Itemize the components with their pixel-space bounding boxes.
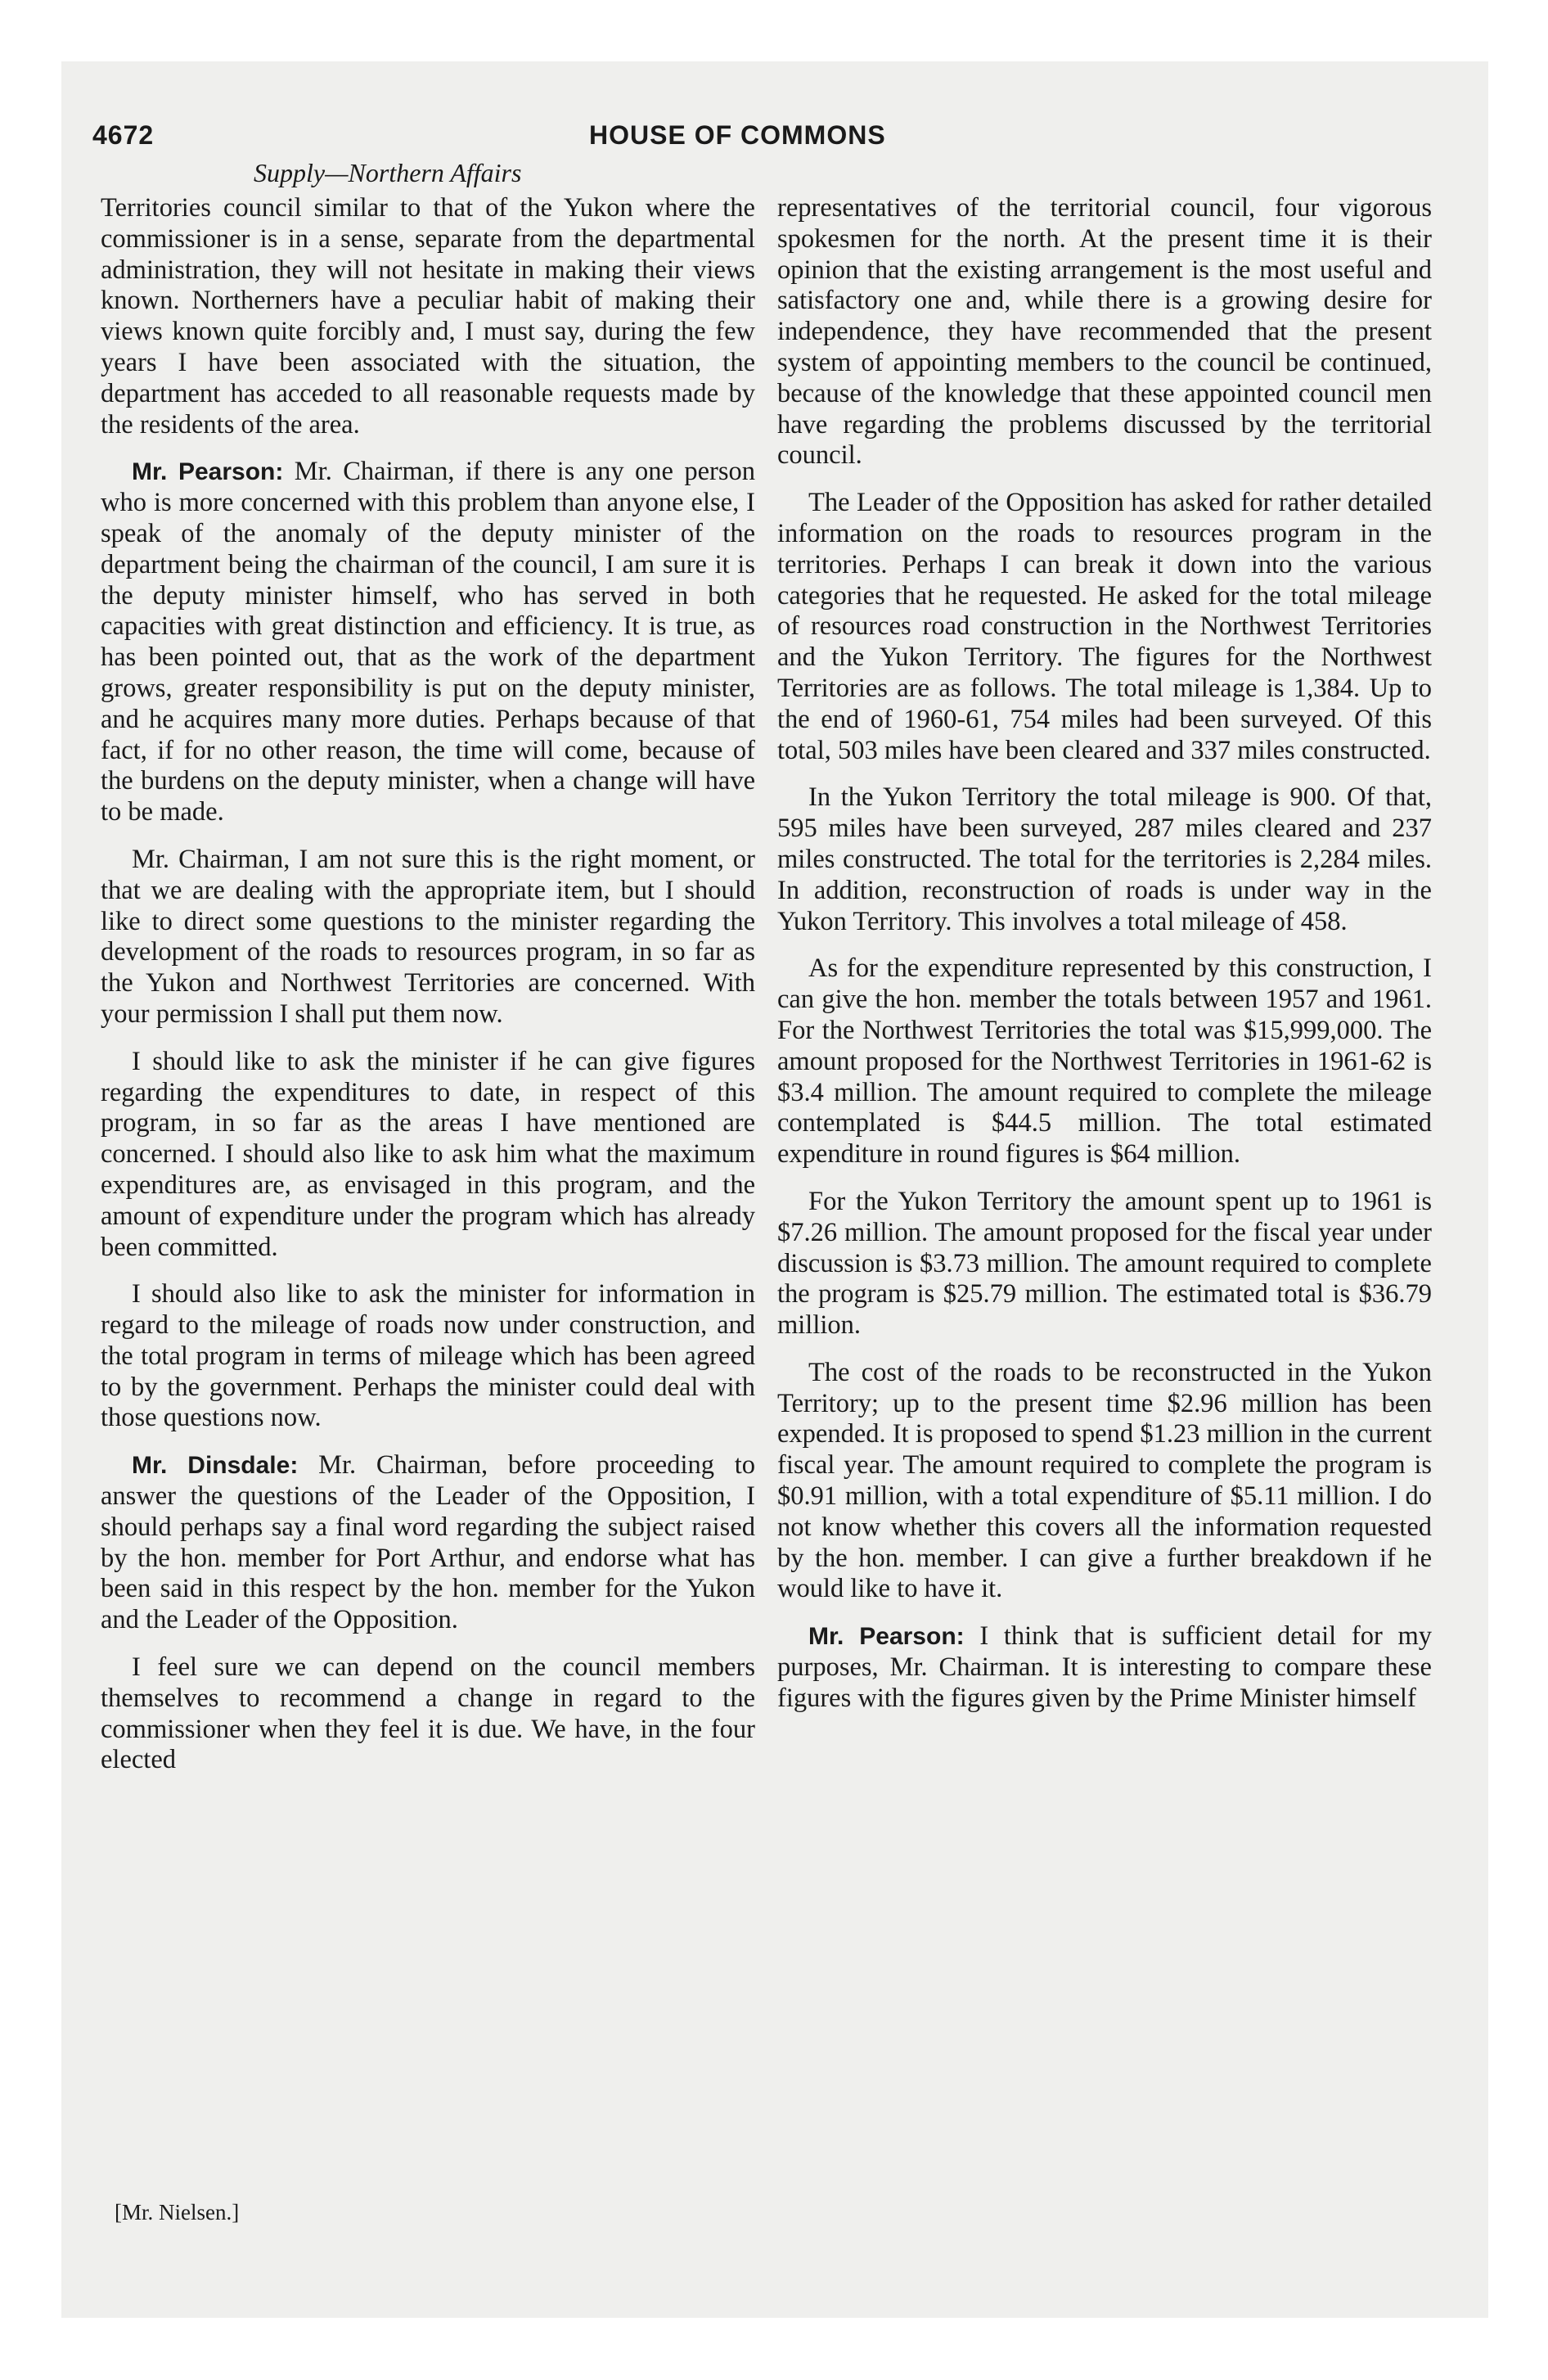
paragraph-text: Mr. Chairman, if there is any one person who is more concerned with this problem than anyone else, I speak of the anomaly of the deputy minister of the department being the chairman of the council, I am sure it is the deputy minister himself, who has served in both capacities with great distinction and efficiency. It is true, as has been pointed out, that as the work of the department grows, greater responsibility is put on the deputy minister, and he acquires many more duties. Perhaps because of that fact, if for no other reason, the time will come, because of the burdens on the deputy minister, when a change will have to be made.: [101, 457, 755, 827]
paragraph-text: I feel sure we can depend on the council members themselves to recommend a change in regard to the commissioner when they feel it is due. We have, in the four elected: [101, 1652, 755, 1775]
paragraph: [101, 457, 755, 828]
paragraph-text: Territories council similar to that of the Yukon where the commissioner is in a sense, separate from the departmental administration, they will not hesitate in making their views known. Northerners have a peculiar habit of making their views known quite forcibly and, I must say, during the few years I have been associated with the situation, the department has acceded to all reasonable requests made by the residents of the area.: [101, 193, 755, 439]
right-column: [777, 193, 1432, 1731]
paragraph-text: As for the expenditure represented by this construction, I can give the hon. member the totals between 1957 and 1961. For the Northwest Territories the total was $15,999,000. The amount proposed for the Northwest Territories in 1961-62 is $3.4 million. The amount required to complete the mileage contemplated is $44.5 million. The total estimated expenditure in round figures is $64 million.: [777, 953, 1432, 1170]
paragraph-text: representatives of the territorial council, four vigorous spokesmen for the north. At the present time it is their opinion that the existing arrangement is the most useful and satisfactory one and, while there is a growing desire for independence, they have recommended that the present system of appointing members to the council be continued, because of the knowledge that these appointed council men have regarding the problems discussed by the territorial council.: [777, 193, 1432, 471]
running-head: HOUSE OF COMMONS: [589, 120, 886, 150]
paragraph: [101, 1279, 755, 1434]
speaker-name: Mr. Dinsdale:: [132, 1452, 299, 1480]
paragraph-text: For the Yukon Territory the amount spent up to 1961 is $7.26 million. The amount proposed for the fiscal year under discussion is $3.73 million. The amount required to complete the program is $25.79 million. The estimated total is $36.79 million.: [777, 1186, 1432, 1341]
paragraph: [101, 1047, 755, 1264]
paragraph: [777, 953, 1432, 1170]
paragraph: [777, 782, 1432, 937]
paragraph: [101, 1450, 755, 1636]
left-column: [101, 193, 755, 1792]
paragraph: [101, 193, 755, 440]
section-heading: Supply—Northern Affairs: [254, 158, 522, 187]
paragraph-text: Mr. Chairman, I am not sure this is the right moment, or that we are dealing with the appropriate item, but I should like to direct some questions to the minister regarding the development of the roads to resources program, in so far as the Yukon and Northwest Territories are concerned. With your permission I shall put them now.: [101, 844, 755, 1029]
paragraph-text: I should like to ask the minister if he can give figures regarding the expenditures to date, in respect of this program, in so far as the areas I have mentioned are concerned. I should also like to ask him what the maximum expenditures are, as envisaged in this program, and the amount of expenditure under the program which has already been committed.: [101, 1046, 755, 1262]
speaker-attribution: [Mr. Nielsen.]: [115, 2200, 240, 2224]
paragraph: [777, 1187, 1432, 1341]
paragraph: [777, 193, 1432, 471]
paragraph-text: In the Yukon Territory the total mileage is 900. Of that, 595 miles have been surveyed, 287 miles cleared and 237 miles constructed. The total for the territories is 2,284 miles. In addition, reconstruction of roads is under way in the Yukon Territory. This involves a total mileage of 458.: [777, 782, 1432, 936]
page-number: 4672: [92, 120, 155, 150]
paragraph-text: Mr. Chairman, before proceeding to answer the questions of the Leader of the Opposition, I should perhaps say a final word regarding the subject raised by the hon. member for Port Arthur, and endorse what has been said in this respect by the hon. member for the Yukon and the Leader of the Opposition.: [101, 1450, 755, 1635]
paragraph: [777, 1358, 1432, 1605]
paragraph: [777, 488, 1432, 766]
paragraph-text: I should also like to ask the minister for information in regard to the mileage of roads now under construction, and the total program in terms of mileage which has been agreed to by the government. Perhaps the minister could deal with those questions now.: [101, 1279, 755, 1433]
speaker-name: Mr. Pearson:: [808, 1623, 965, 1651]
paragraph-text: The Leader of the Opposition has asked for rather detailed information on the roads to resources program in the territories. Perhaps I can break it down into the various categories that he requested. He asked for the total mileage of resources road construction in the Northwest Territories and the Yukon Territory. The figures for the Northwest Territories are as follows. The total mileage is 1,384. Up to the end of 1960-61, 754 miles had been surveyed. Of this total, 503 miles have been cleared and 337 miles constructed.: [777, 488, 1432, 765]
paragraph: [101, 845, 755, 1030]
paragraph: [101, 1652, 755, 1776]
paragraph: [777, 1621, 1432, 1714]
speaker-name: Mr. Pearson:: [132, 458, 284, 486]
paragraph-text: The cost of the roads to be reconstructed in the Yukon Territory; up to the present time $2.96 million has been expended. It is proposed to spend $1.23 million in the current fiscal year. The amount required to complete the program is $0.91 million, with a total expenditure of $5.11 million. I do not know whether this covers all the information requested by the hon. member. I can give a further breakdown if he would like to have it.: [777, 1357, 1432, 1604]
paragraph-text: I think that is sufficient detail for my purposes, Mr. Chairman. It is interesting to compare these figures with the figures given by the Prime Minister himself: [777, 1621, 1433, 1713]
